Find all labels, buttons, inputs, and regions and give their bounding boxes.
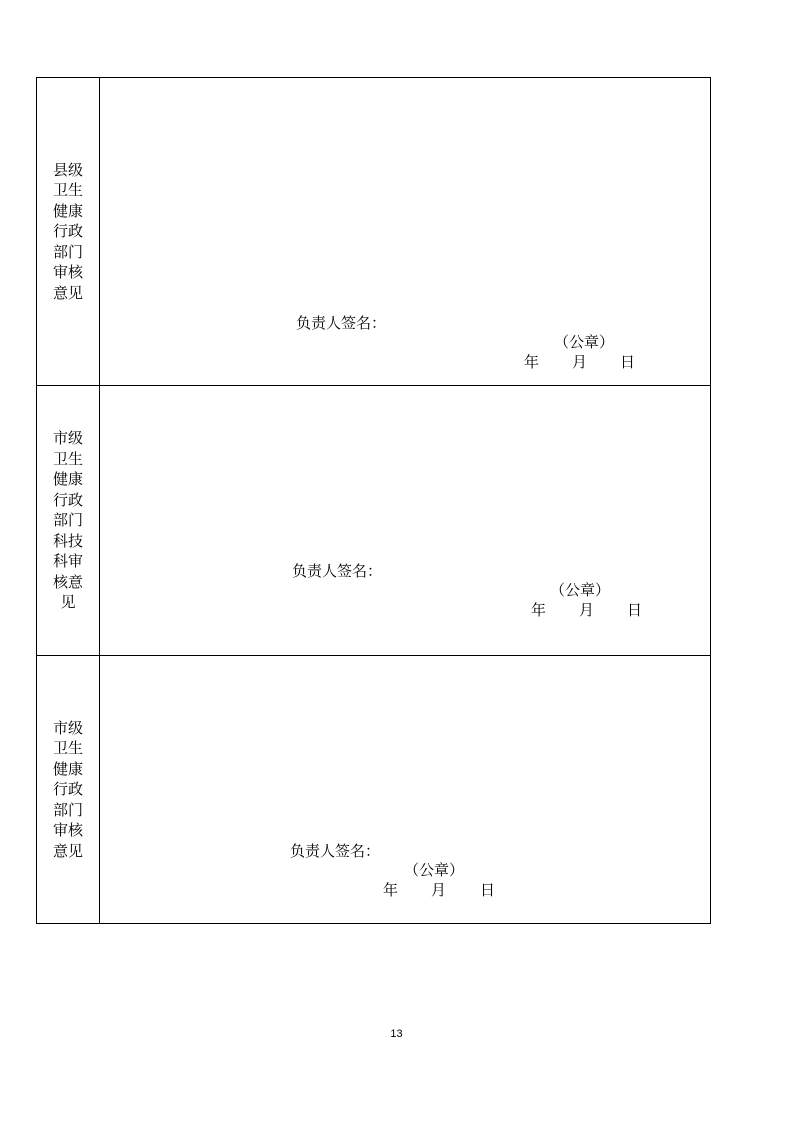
label-line: 市级 — [52, 429, 83, 448]
date-day: 日 — [627, 601, 643, 619]
date-day: 日 — [620, 353, 636, 371]
label-line: 行政 — [52, 780, 83, 799]
label-line: 健康 — [52, 201, 83, 220]
label-line: 审核 — [52, 821, 83, 840]
signature-label: 负责人签名： — [296, 314, 387, 332]
label-line: 科审 — [52, 552, 83, 571]
date-month: 月 — [431, 881, 447, 899]
official-seal-label: （公章） — [554, 333, 615, 351]
label-line: 见 — [60, 593, 76, 612]
signature-label: 负责人签名： — [292, 562, 383, 580]
city-tech-review-section — [37, 385, 710, 655]
label-line: 部门 — [52, 511, 83, 530]
label-line: 意见 — [52, 841, 83, 860]
date-day: 日 — [480, 881, 496, 899]
approval-form-table — [36, 77, 711, 924]
date-year: 年 — [524, 353, 540, 371]
label-line: 健康 — [52, 470, 83, 489]
county-review-section — [37, 78, 710, 385]
signature-label: 负责人签名： — [290, 842, 381, 860]
label-line: 审核 — [52, 263, 83, 282]
label-line: 部门 — [52, 800, 83, 819]
date-year: 年 — [531, 601, 547, 619]
date-month: 月 — [572, 353, 588, 371]
label-line: 意见 — [52, 283, 83, 302]
label-line: 行政 — [52, 222, 83, 241]
city-review-section — [37, 655, 710, 923]
city-tech-review-opinion-area[interactable] — [100, 386, 710, 655]
label-line: 健康 — [52, 759, 83, 778]
label-line: 核意 — [52, 572, 83, 591]
city-tech-review-label — [37, 386, 100, 655]
label-line: 县级 — [52, 160, 83, 179]
date-month: 月 — [579, 601, 595, 619]
official-seal-label: （公章） — [550, 581, 611, 599]
page-number: 13 — [390, 1028, 403, 1040]
county-review-opinion-area[interactable] — [100, 78, 710, 385]
label-line: 市级 — [52, 718, 83, 737]
date-year: 年 — [383, 881, 399, 899]
label-line: 卫生 — [52, 739, 83, 758]
city-review-opinion-area[interactable] — [100, 656, 710, 923]
official-seal-label: （公章） — [404, 861, 465, 879]
label-line: 科技 — [52, 531, 83, 550]
label-line: 卫生 — [52, 181, 83, 200]
city-review-label — [37, 656, 100, 923]
label-line: 卫生 — [52, 449, 83, 468]
label-line: 部门 — [52, 242, 83, 261]
county-review-label — [37, 78, 100, 385]
label-line: 行政 — [52, 490, 83, 509]
